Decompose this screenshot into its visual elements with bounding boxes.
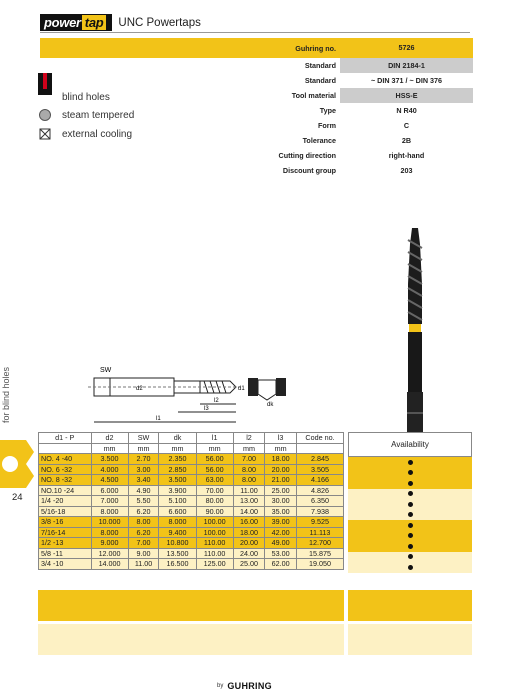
table-cell: 20.00 (265, 464, 297, 475)
table-cell: 12.000 (91, 548, 128, 559)
table-cell: 42.00 (265, 527, 297, 538)
drawing-label-l3: l3 (204, 406, 209, 412)
drawing-label-l2: l2 (214, 398, 219, 404)
footer-by: by (217, 683, 224, 689)
table-cell: 7.938 (296, 506, 343, 517)
table-cell: 4.000 (91, 464, 128, 475)
drawing-label-l1: l1 (156, 416, 161, 422)
availability-column (348, 432, 472, 573)
table-cell: 3.500 (91, 454, 128, 465)
table-row (39, 454, 344, 465)
spec-value: N R40 (396, 106, 417, 115)
table-cell: 21.00 (265, 475, 297, 486)
spec-label: Tool material (291, 91, 336, 100)
table-cell: 3.900 (159, 485, 196, 496)
table-row (39, 475, 344, 486)
unit-cell: mm (128, 443, 159, 454)
table-cell: NO. 8 -32 (39, 475, 92, 486)
spec-label: Discount group (282, 166, 336, 175)
availability-cell (348, 510, 472, 521)
availability-header: Availability (348, 432, 472, 457)
table-row (39, 548, 344, 559)
unit-cell: mm (196, 443, 233, 454)
table-cell: 10.000 (91, 517, 128, 528)
table-cell: 3.00 (128, 464, 159, 475)
table-cell: 13.500 (159, 548, 196, 559)
table-row (39, 464, 344, 475)
table-row (39, 496, 344, 507)
table-cell: 24.00 (233, 548, 265, 559)
table-cell: 5/8 -11 (39, 548, 92, 559)
spec-value: DIN 2184-1 (340, 58, 473, 73)
spec-label: Tolerance (302, 136, 336, 145)
spec-label: Cutting direction (278, 151, 336, 160)
spec-value: 203 (400, 166, 413, 175)
table-cell: 8.000 (91, 527, 128, 538)
tap-image (392, 224, 438, 438)
table-cell: 3.40 (128, 475, 159, 486)
table-cell: 3.500 (159, 475, 196, 486)
data-table (38, 432, 344, 570)
table-cell: 56.00 (196, 454, 233, 465)
table-cell: 4.90 (128, 485, 159, 496)
table-cell: 56.00 (196, 464, 233, 475)
available-dot-icon (408, 512, 413, 517)
feature-label: blind holes (62, 92, 110, 103)
table-cell: 7.000 (91, 496, 128, 507)
side-label: for blind holes (1, 366, 12, 424)
table-cell: 14.000 (91, 559, 128, 570)
table-cell: 9.00 (128, 548, 159, 559)
table-cell: NO. 4 -40 (39, 454, 92, 465)
feature-steam-tempered (38, 108, 134, 122)
table-cell: 18.00 (233, 527, 265, 538)
empty-band (38, 590, 344, 621)
table-cell: 7.00 (128, 538, 159, 549)
table-row (39, 559, 344, 570)
table-cell: 70.00 (196, 485, 233, 496)
available-dot-icon (408, 544, 413, 549)
empty-band (348, 590, 472, 621)
column-header: d1 - P (39, 433, 92, 444)
availability-cell (348, 468, 472, 479)
table-cell: 3/8 -16 (39, 517, 92, 528)
page-number: 24 (12, 492, 23, 503)
column-header: l3 (265, 433, 297, 444)
table-cell: 1/2 -13 (39, 538, 92, 549)
footer (217, 681, 272, 691)
availability-cell (348, 541, 472, 552)
steam-tempered-icon (38, 108, 52, 122)
column-header: Code no. (296, 433, 343, 444)
drawing-label-d1: d1 (238, 386, 245, 392)
spec-row (40, 148, 473, 163)
feature-label: steam tempered (62, 109, 135, 121)
unit-cell (296, 443, 343, 454)
table-row (39, 527, 344, 538)
brand-text-b: tap (82, 15, 107, 30)
table-cell: 8.00 (233, 475, 265, 486)
table-cell: 11.00 (233, 485, 265, 496)
spec-row (40, 38, 473, 58)
availability-cell (348, 457, 472, 468)
spec-value: C (403, 121, 410, 130)
header-divider (40, 32, 470, 33)
table-row (39, 506, 344, 517)
table-cell: 80.00 (196, 496, 233, 507)
spec-value: right-hand (388, 151, 425, 160)
availability-cell (348, 562, 472, 573)
table-cell: 9.525 (296, 517, 343, 528)
table-cell: 5/16-18 (39, 506, 92, 517)
spec-label: Standard (304, 76, 336, 85)
empty-band (348, 624, 472, 655)
availability-cell (348, 520, 472, 531)
table-cell: 100.00 (196, 517, 233, 528)
table-cell: 19.050 (296, 559, 343, 570)
external-cooling-icon (38, 127, 52, 141)
column-header: l2 (233, 433, 265, 444)
table-cell: 39.00 (265, 517, 297, 528)
table-cell: 9.000 (91, 538, 128, 549)
brand-text-a: power (44, 15, 81, 30)
table-cell: 8.00 (128, 517, 159, 528)
spec-row (40, 163, 473, 178)
column-header: l1 (196, 433, 233, 444)
drawing-label-d2: d2 (136, 386, 143, 392)
table-cell: 110.00 (196, 538, 233, 549)
table-cell: 3/4 -10 (39, 559, 92, 570)
spec-label: Form (318, 121, 336, 130)
table-cell: 25.00 (233, 559, 265, 570)
table-cell: 11.113 (296, 527, 343, 538)
table-cell: 20.00 (233, 538, 265, 549)
table-cell: 7/16-14 (39, 527, 92, 538)
table-cell: NO.10 -24 (39, 485, 92, 496)
page-title: UNC Powertaps (118, 16, 201, 29)
drawing-label-sw: SW (100, 367, 112, 374)
table-cell: NO. 6 -32 (39, 464, 92, 475)
table-cell: 1/4 -20 (39, 496, 92, 507)
table-cell: 7.00 (233, 454, 265, 465)
table-cell: 125.00 (196, 559, 233, 570)
table-cell: 13.00 (233, 496, 265, 507)
available-dot-icon (408, 502, 413, 507)
blind-hole-icon (38, 81, 52, 95)
table-cell: 8.000 (91, 506, 128, 517)
table-cell: 63.00 (196, 475, 233, 486)
feature-label: external cooling (62, 128, 133, 140)
table-cell: 6.20 (128, 506, 159, 517)
table-cell: 16.00 (233, 517, 265, 528)
available-dot-icon (408, 460, 413, 465)
table-cell: 110.00 (196, 548, 233, 559)
table-row (39, 485, 344, 496)
table-cell: 6.000 (91, 485, 128, 496)
table-cell: 14.00 (233, 506, 265, 517)
feature-external-cooling (38, 127, 132, 141)
spec-label: Standard (304, 61, 336, 70)
table-cell: 8.000 (159, 517, 196, 528)
page-header (40, 14, 201, 31)
table-cell: 53.00 (265, 548, 297, 559)
column-header: dk (159, 433, 196, 444)
table-cell: 12.700 (296, 538, 343, 549)
table-row (39, 538, 344, 549)
table-cell: 2.70 (128, 454, 159, 465)
available-dot-icon (408, 565, 413, 570)
table-cell: 62.00 (265, 559, 297, 570)
table-cell: 9.400 (159, 527, 196, 538)
unit-cell: mm (233, 443, 265, 454)
table-cell: 15.875 (296, 548, 343, 559)
table-cell: 35.00 (265, 506, 297, 517)
available-dot-icon (408, 523, 413, 528)
table-row (39, 517, 344, 528)
availability-cell (348, 489, 472, 500)
table-cell: 2.850 (159, 464, 196, 475)
table-cell: 6.20 (128, 527, 159, 538)
feature-blind-holes (38, 72, 110, 103)
table-cell: 4.166 (296, 475, 343, 486)
powertap-logo (40, 14, 112, 31)
empty-band (38, 624, 344, 655)
spec-value: 5726 (398, 43, 415, 52)
spec-value: ~ DIN 371 / ~ DIN 376 (370, 76, 443, 85)
availability-cell (348, 478, 472, 489)
technical-drawing (88, 360, 300, 426)
available-dot-icon (408, 533, 413, 538)
table-cell: 100.00 (196, 527, 233, 538)
available-dot-icon (408, 481, 413, 486)
table-cell: 49.00 (265, 538, 297, 549)
table-cell: 6.600 (159, 506, 196, 517)
table-cell: 5.50 (128, 496, 159, 507)
spec-label: Type (319, 106, 336, 115)
table-cell: 8.00 (233, 464, 265, 475)
table-cell: 4.500 (91, 475, 128, 486)
unit-cell: mm (265, 443, 297, 454)
available-dot-icon (408, 470, 413, 475)
spec-value: 2B (401, 136, 412, 145)
availability-cell (348, 531, 472, 542)
availability-cell (348, 499, 472, 510)
table-cell: 4.826 (296, 485, 343, 496)
table-cell: 3.505 (296, 464, 343, 475)
table-cell: 90.00 (196, 506, 233, 517)
unit-cell: mm (91, 443, 128, 454)
availability-cell (348, 552, 472, 563)
drawing-label-dk: dk (267, 402, 274, 408)
table-cell: 11.00 (128, 559, 159, 570)
unit-cell: mm (159, 443, 196, 454)
table-cell: 30.00 (265, 496, 297, 507)
column-header: d2 (91, 433, 128, 444)
guhring-logo: GUHRING (227, 681, 272, 691)
table-cell: 5.100 (159, 496, 196, 507)
table-cell: 2.845 (296, 454, 343, 465)
unit-cell (39, 443, 92, 454)
available-dot-icon (408, 554, 413, 559)
table-cell: 2.350 (159, 454, 196, 465)
table-cell: 16.500 (159, 559, 196, 570)
table-cell: 6.350 (296, 496, 343, 507)
column-header: SW (128, 433, 159, 444)
available-dot-icon (408, 491, 413, 496)
table-cell: 25.00 (265, 485, 297, 496)
table-cell: 18.00 (265, 454, 297, 465)
table-cell: 10.800 (159, 538, 196, 549)
spec-label: Guhring no. (295, 43, 336, 53)
spec-row (40, 58, 473, 73)
spec-value: HSS-E (340, 88, 473, 103)
